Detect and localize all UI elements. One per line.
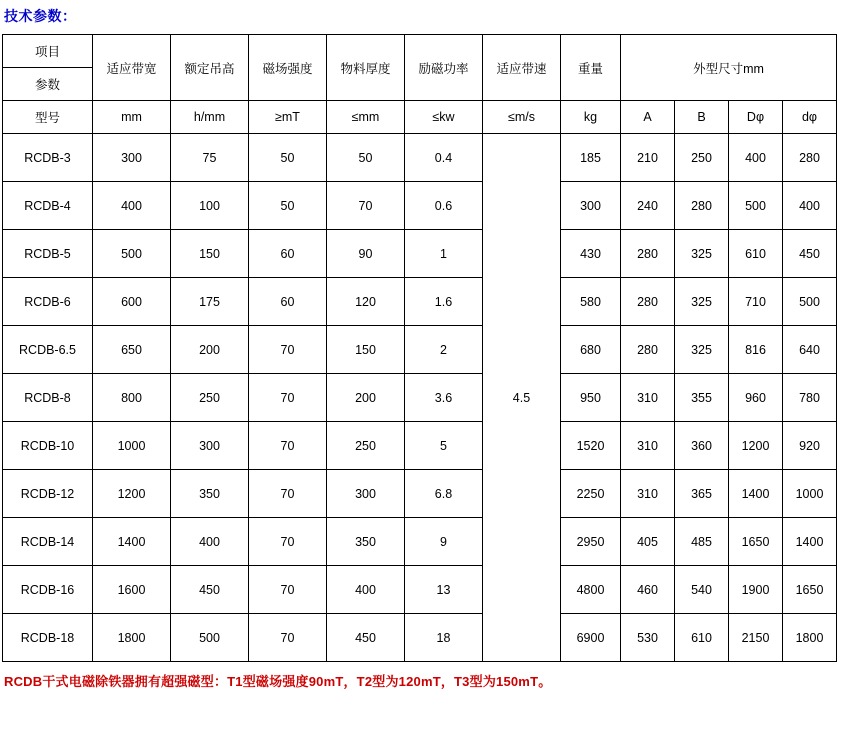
cell-dim-b: 250: [675, 134, 729, 182]
cell-dim-d-small: 450: [783, 230, 837, 278]
cell-weight: 6900: [561, 614, 621, 662]
cell-field-strength: 70: [249, 566, 327, 614]
cell-belt-width: 500: [93, 230, 171, 278]
cell-dim-b: 280: [675, 182, 729, 230]
cell-material-thickness: 350: [327, 518, 405, 566]
col-head-weight: 重量: [561, 35, 621, 101]
cell-rated-height: 75: [171, 134, 249, 182]
cell-dim-a: 530: [621, 614, 675, 662]
cell-field-strength: 60: [249, 278, 327, 326]
cell-field-strength: 70: [249, 614, 327, 662]
cell-dim-b: 325: [675, 278, 729, 326]
cell-rated-height: 175: [171, 278, 249, 326]
cell-excitation-power: 3.6: [405, 374, 483, 422]
cell-field-strength: 60: [249, 230, 327, 278]
cell-dim-a: 310: [621, 470, 675, 518]
cell-material-thickness: 250: [327, 422, 405, 470]
cell-material-thickness: 450: [327, 614, 405, 662]
cell-dim-d-small: 500: [783, 278, 837, 326]
col-head-field-strength: 磁场强度: [249, 35, 327, 101]
cell-rated-height: 150: [171, 230, 249, 278]
cell-dim-b: 325: [675, 326, 729, 374]
cell-model: RCDB-12: [3, 470, 93, 518]
col-unit-belt-speed: ≤m/s: [483, 101, 561, 134]
cell-excitation-power: 6.8: [405, 470, 483, 518]
cell-belt-width: 1800: [93, 614, 171, 662]
cell-model: RCDB-3: [3, 134, 93, 182]
table-row: [3, 614, 837, 662]
cell-dim-a: 310: [621, 374, 675, 422]
cell-dim-d-small: 640: [783, 326, 837, 374]
cell-material-thickness: 120: [327, 278, 405, 326]
col-head-material-thickness: 物料厚度: [327, 35, 405, 101]
cell-dim-a: 280: [621, 278, 675, 326]
cell-rated-height: 250: [171, 374, 249, 422]
cell-belt-width: 1200: [93, 470, 171, 518]
table-row: [3, 182, 837, 230]
cell-weight: 4800: [561, 566, 621, 614]
cell-model: RCDB-10: [3, 422, 93, 470]
cell-rated-height: 200: [171, 326, 249, 374]
col-unit-rated-height: h/mm: [171, 101, 249, 134]
cell-model: RCDB-6: [3, 278, 93, 326]
cell-belt-width: 1000: [93, 422, 171, 470]
cell-model: RCDB-4: [3, 182, 93, 230]
col-unit-material-thickness: ≤mm: [327, 101, 405, 134]
cell-weight: 2950: [561, 518, 621, 566]
col-unit-excitation-power: ≤kw: [405, 101, 483, 134]
cell-field-strength: 70: [249, 326, 327, 374]
cell-weight: 680: [561, 326, 621, 374]
cell-belt-width: 1400: [93, 518, 171, 566]
cell-belt-width: 1600: [93, 566, 171, 614]
cell-field-strength: 70: [249, 518, 327, 566]
cell-dim-b: 325: [675, 230, 729, 278]
cell-dim-d-big: 1200: [729, 422, 783, 470]
cell-model: RCDB-6.5: [3, 326, 93, 374]
cell-weight: 1520: [561, 422, 621, 470]
corner-label-param: 参数: [3, 68, 93, 101]
table-row: [3, 230, 837, 278]
table-row: [3, 134, 837, 182]
col-head-dim-d-big: Dφ: [729, 101, 783, 134]
specification-table: [2, 34, 837, 662]
cell-dim-d-big: 2150: [729, 614, 783, 662]
cell-belt-width: 300: [93, 134, 171, 182]
cell-rated-height: 100: [171, 182, 249, 230]
cell-dim-b: 485: [675, 518, 729, 566]
page-title: 技术参数：: [4, 8, 77, 24]
cell-model: RCDB-5: [3, 230, 93, 278]
cell-rated-height: 500: [171, 614, 249, 662]
cell-dim-a: 280: [621, 230, 675, 278]
cell-dim-d-big: 816: [729, 326, 783, 374]
cell-dim-b: 365: [675, 470, 729, 518]
cell-excitation-power: 0.6: [405, 182, 483, 230]
cell-dim-d-big: 960: [729, 374, 783, 422]
cell-rated-height: 450: [171, 566, 249, 614]
cell-dim-a: 405: [621, 518, 675, 566]
table-row: [3, 326, 837, 374]
cell-material-thickness: 90: [327, 230, 405, 278]
col-head-dim-d-small: dφ: [783, 101, 837, 134]
cell-dim-d-small: 1400: [783, 518, 837, 566]
col-head-belt-speed: 适应带速: [483, 35, 561, 101]
table-row: [3, 278, 837, 326]
col-head-excitation-power: 励磁功率: [405, 35, 483, 101]
cell-rated-height: 400: [171, 518, 249, 566]
cell-dim-d-big: 1650: [729, 518, 783, 566]
footnote-text: RCDB干式电磁除铁器拥有超强磁型：T1型磁场强度90mT，T2型为120mT，T3型为150mT。: [4, 674, 552, 689]
col-head-dim-a: A: [621, 101, 675, 134]
col-head-rated-height: 额定吊高: [171, 35, 249, 101]
cell-excitation-power: 0.4: [405, 134, 483, 182]
cell-material-thickness: 50: [327, 134, 405, 182]
cell-excitation-power: 1.6: [405, 278, 483, 326]
col-unit-field-strength: ≥mT: [249, 101, 327, 134]
cell-excitation-power: 1: [405, 230, 483, 278]
table-row: [3, 470, 837, 518]
cell-dim-d-big: 1900: [729, 566, 783, 614]
cell-model: RCDB-16: [3, 566, 93, 614]
cell-dim-b: 355: [675, 374, 729, 422]
cell-excitation-power: 2: [405, 326, 483, 374]
cell-material-thickness: 150: [327, 326, 405, 374]
cell-field-strength: 50: [249, 134, 327, 182]
col-unit-belt-width: mm: [93, 101, 171, 134]
cell-excitation-power: 18: [405, 614, 483, 662]
cell-model: RCDB-18: [3, 614, 93, 662]
cell-field-strength: 50: [249, 182, 327, 230]
cell-model: RCDB-8: [3, 374, 93, 422]
cell-dim-a: 210: [621, 134, 675, 182]
header-row-1: [3, 35, 837, 68]
cell-dim-b: 540: [675, 566, 729, 614]
cell-dim-d-small: 920: [783, 422, 837, 470]
cell-dim-a: 310: [621, 422, 675, 470]
corner-label-model: 型号: [3, 101, 93, 134]
cell-weight: 430: [561, 230, 621, 278]
cell-field-strength: 70: [249, 374, 327, 422]
cell-belt-width: 650: [93, 326, 171, 374]
header-row-3: [3, 101, 837, 134]
cell-belt-speed-merged: 4.5: [483, 134, 561, 662]
cell-field-strength: 70: [249, 470, 327, 518]
col-head-belt-width: 适应带宽: [93, 35, 171, 101]
table-row: [3, 566, 837, 614]
cell-material-thickness: 70: [327, 182, 405, 230]
cell-weight: 2250: [561, 470, 621, 518]
cell-belt-width: 600: [93, 278, 171, 326]
cell-rated-height: 350: [171, 470, 249, 518]
cell-dim-a: 280: [621, 326, 675, 374]
cell-material-thickness: 200: [327, 374, 405, 422]
col-unit-weight: kg: [561, 101, 621, 134]
cell-field-strength: 70: [249, 422, 327, 470]
cell-dim-a: 460: [621, 566, 675, 614]
cell-rated-height: 300: [171, 422, 249, 470]
cell-dim-d-small: 1800: [783, 614, 837, 662]
cell-dim-d-big: 400: [729, 134, 783, 182]
cell-dim-d-small: 1650: [783, 566, 837, 614]
cell-excitation-power: 13: [405, 566, 483, 614]
cell-dim-d-big: 1400: [729, 470, 783, 518]
cell-dim-a: 240: [621, 182, 675, 230]
cell-dim-d-big: 500: [729, 182, 783, 230]
cell-dim-d-small: 1000: [783, 470, 837, 518]
cell-model: RCDB-14: [3, 518, 93, 566]
col-head-dim-b: B: [675, 101, 729, 134]
cell-belt-width: 400: [93, 182, 171, 230]
table-row: [3, 422, 837, 470]
col-head-dimensions-group: 外型尺寸mm: [621, 35, 837, 101]
cell-weight: 185: [561, 134, 621, 182]
cell-material-thickness: 300: [327, 470, 405, 518]
cell-dim-b: 610: [675, 614, 729, 662]
cell-dim-d-big: 610: [729, 230, 783, 278]
table-row: [3, 518, 837, 566]
cell-dim-d-big: 710: [729, 278, 783, 326]
corner-label-item: 项目: [3, 35, 93, 68]
cell-dim-d-small: 400: [783, 182, 837, 230]
cell-excitation-power: 9: [405, 518, 483, 566]
table-row: [3, 374, 837, 422]
cell-belt-width: 800: [93, 374, 171, 422]
cell-material-thickness: 400: [327, 566, 405, 614]
cell-dim-d-small: 280: [783, 134, 837, 182]
cell-excitation-power: 5: [405, 422, 483, 470]
cell-dim-b: 360: [675, 422, 729, 470]
cell-weight: 580: [561, 278, 621, 326]
cell-weight: 300: [561, 182, 621, 230]
cell-dim-d-small: 780: [783, 374, 837, 422]
cell-weight: 950: [561, 374, 621, 422]
